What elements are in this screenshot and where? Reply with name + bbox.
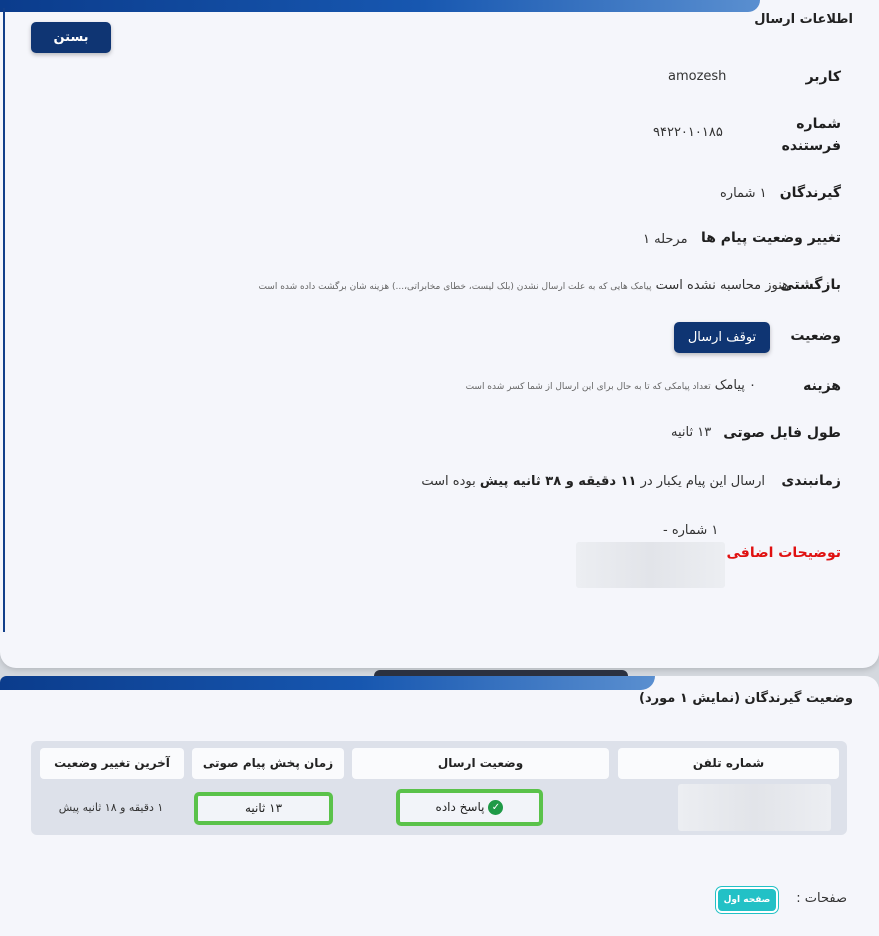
header-stripe bbox=[0, 0, 760, 12]
schedule-label: زمانبندی bbox=[781, 473, 841, 489]
audio-length-label: طول فایل صوتی bbox=[723, 425, 841, 441]
cost-text: ۰ پیامک bbox=[714, 378, 756, 393]
extra-value: ۱ شماره - bbox=[663, 523, 719, 538]
phone-cell-redacted bbox=[678, 784, 831, 831]
status-label: وضعیت bbox=[790, 328, 841, 344]
sender-label: شماره فرستنده bbox=[781, 116, 841, 154]
cost-note: تعداد پیامکی که تا به حال برای این ارسال از شما کسر شده است bbox=[465, 382, 711, 392]
col-header-phone: شماره تلفن bbox=[618, 748, 839, 779]
col-header-play-time: زمان پخش پیام صوتی bbox=[192, 748, 344, 779]
returned-label: بازگشتی bbox=[780, 277, 841, 293]
returned-value bbox=[258, 278, 789, 293]
schedule-time: ۱۱ دقیقه و ۳۸ ثانیه پیش bbox=[479, 474, 637, 489]
panel-border-line bbox=[3, 8, 5, 632]
recipients-table bbox=[31, 741, 847, 835]
send-info-title: اطلاعات ارسال bbox=[754, 12, 853, 27]
cost-value bbox=[466, 378, 756, 393]
stop-sending-button[interactable]: توقف ارسال bbox=[674, 322, 770, 353]
cost-label: هزینه bbox=[803, 378, 841, 394]
recipients-label: گیرندگان bbox=[779, 185, 841, 201]
status-change-value: مرحله ۱ bbox=[643, 232, 688, 247]
extra-label: توضیحات اضافی bbox=[726, 545, 841, 561]
col-header-last-change: آخرین تغییر وضعیت bbox=[40, 748, 184, 779]
schedule-value bbox=[421, 474, 765, 489]
close-button[interactable]: بستن bbox=[31, 22, 111, 53]
recipients-value: ۱ شماره bbox=[720, 186, 767, 201]
check-circle-icon: ✓ bbox=[488, 800, 503, 815]
sender-value: ۹۴۲۲۰۱۰۱۸۵ bbox=[653, 125, 723, 140]
recipients-status-title: وضعیت گیرندگان (نمایش ۱ مورد) bbox=[639, 691, 853, 706]
play-time-cell: ۱۳ ثانیه bbox=[194, 792, 333, 825]
returned-text: هنوز محاسبه نشده است bbox=[655, 278, 789, 293]
send-status-text: پاسخ داده bbox=[435, 800, 485, 814]
first-page-button[interactable]: صفحه اول bbox=[716, 887, 778, 913]
schedule-prefix: ارسال این پیام یکبار در bbox=[640, 474, 765, 489]
user-value: amozesh bbox=[668, 69, 727, 84]
status-change-label: تغییر وضعیت پیام ها bbox=[700, 230, 841, 246]
pagination-label: صفحات : bbox=[796, 891, 847, 906]
redacted-box bbox=[576, 542, 725, 588]
last-change-cell: ۱ دقیقه و ۱۸ ثانیه پیش bbox=[58, 801, 164, 814]
schedule-suffix: بوده است bbox=[421, 474, 476, 489]
returned-note: پیامک هایی که به علت ارسال نشدن (بلک لیست، خطای مخابراتی،...) هزینه شان برگشت داده شده است bbox=[258, 282, 652, 292]
audio-length-value: ۱۳ ثانیه bbox=[671, 425, 712, 440]
user-label: کاربر bbox=[805, 69, 841, 85]
header-stripe bbox=[0, 676, 655, 690]
col-header-send-status: وضعیت ارسال bbox=[352, 748, 609, 779]
send-status-cell bbox=[396, 789, 543, 826]
